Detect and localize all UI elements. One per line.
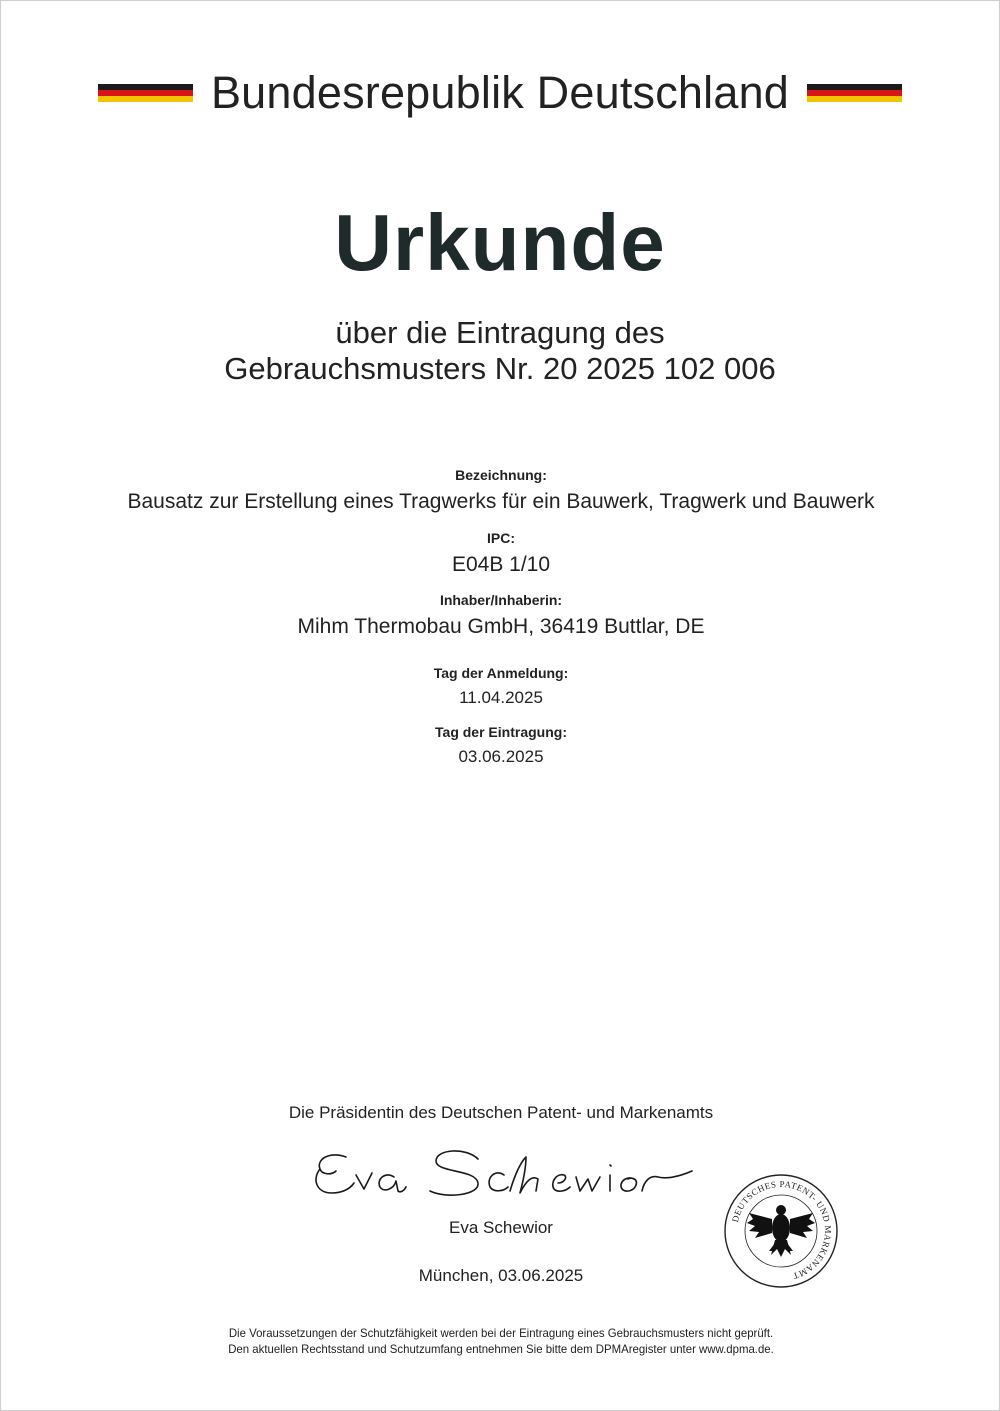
designation-label: Bezeichnung: — [455, 467, 547, 483]
registration-date-label: Tag der Eintragung: — [435, 724, 567, 740]
ipc-value: E04B 1/10 — [451, 553, 551, 576]
svg-text:DEUTSCHES PATENT- UND MARKENAM: DEUTSCHES PATENT- UND MARKENAMT — [729, 1178, 834, 1282]
flag-stripe-gold — [807, 96, 902, 102]
signer-name: Eva Schewior — [449, 1218, 553, 1237]
subtitle-line-1: über die Eintragung des — [335, 315, 665, 350]
designation-value: Bausatz zur Erstellung eines Tragwerks für ein Bauwerk, Tragwerk und Bauwerk — [127, 490, 875, 513]
holder-value: Mihm Thermobau GmbH, 36419 Buttlar, DE — [297, 615, 705, 638]
german-flag-left-icon — [98, 84, 193, 102]
holder-label: Inhaber/Inhaberin: — [439, 592, 563, 608]
subtitle-line-2: Gebrauchsmusters Nr. 20 2025 102 006 — [224, 351, 776, 386]
header — [1, 67, 999, 119]
header-title: Bundesrepublik Deutschland — [210, 67, 790, 118]
registration-date-value: 03.06.2025 — [458, 747, 544, 766]
dpma-seal-icon — [723, 1173, 839, 1289]
filing-date-label: Tag der Anmeldung: — [433, 665, 569, 681]
place-date: München, 03.06.2025 — [418, 1266, 584, 1285]
legal-notice — [7, 1325, 995, 1357]
german-flag-right-icon — [807, 84, 902, 102]
notice-line-1: Die Voraussetzungen der Schutzfähigkeit werden bei der Eintragung eines Gebrauchsmusters nicht geprüft. — [228, 1326, 774, 1340]
ipc-label: IPC: — [487, 530, 515, 546]
flag-stripe-gold — [98, 96, 193, 102]
president-line: Die Präsidentin des Deutschen Patent- und Markenamts — [288, 1103, 714, 1122]
handwritten-signature — [306, 1141, 706, 1211]
registration-fields — [111, 467, 891, 768]
document-subtitle — [1, 315, 999, 387]
filing-date-value: 11.04.2025 — [459, 688, 543, 707]
notice-line-2: Den aktuellen Rechtsstand und Schutzumfang entnehmen Sie bitte dem DPMAregister unter www.dpma.de. — [228, 1342, 774, 1356]
document-title: Urkunde — [334, 198, 666, 287]
